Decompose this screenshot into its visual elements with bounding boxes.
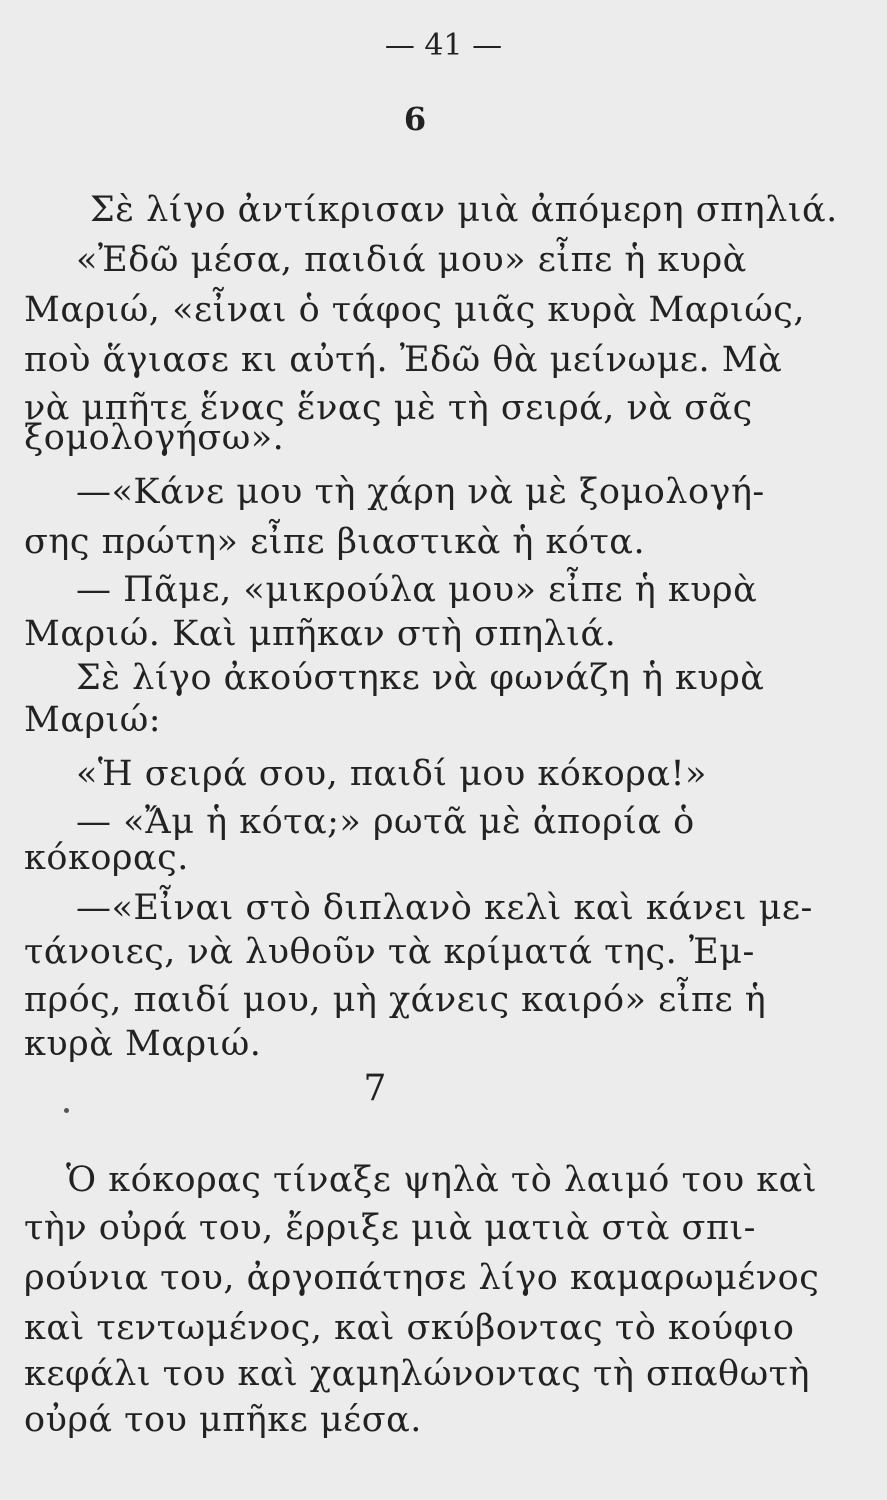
text-line: οὐρά του μπῆκε μέσα. xyxy=(24,1400,422,1440)
text-line: —«Εἶναι στὸ διπλανὸ κελὶ καὶ κάνει με- xyxy=(76,888,813,928)
text-line: Σὲ λίγο ἀκούστηκε νὰ φωνάζη ἡ κυρὰ xyxy=(76,658,765,698)
text-line: — Πᾶμε, «μικρούλα μου» εἶπε ἡ κυρὰ xyxy=(76,570,758,610)
text-line: κόκορας. xyxy=(24,838,189,878)
text-line: «Ἡ σειρά σου, παιδί μου κόκορα!» xyxy=(76,754,707,794)
section-number-6: 6 xyxy=(403,100,427,138)
print-speck xyxy=(64,1108,69,1113)
text-line: τὴν οὐρά του, ἔρριξε μιὰ ματιὰ στὰ σπι- xyxy=(24,1208,756,1248)
section-number-7: 7 xyxy=(363,1068,387,1109)
text-line: Μαριώ. Καὶ μπῆκαν στὴ σπηλιά. xyxy=(24,614,617,654)
page-number: — 41 — xyxy=(384,28,503,63)
text-line: —«Κάνε μου τὴ χάρη νὰ μὲ ξομολογή- xyxy=(76,472,765,512)
text-line: — «Ἄμ ἡ κότα;» ρωτᾶ μὲ ἀπορία ὁ xyxy=(76,802,695,842)
text-line: πρός, παιδί μου, μὴ χάνεις καιρό» εἶπε ἡ xyxy=(24,980,767,1020)
text-line: «Ἐδῶ μέσα, παιδιά μου» εἶπε ἡ κυρὰ xyxy=(76,240,747,280)
text-line: Μαριώ: xyxy=(24,700,162,740)
text-line: σης πρώτη» εἶπε βιαστικὰ ἡ κότα. xyxy=(24,522,646,562)
text-line: τάνοιες, νὰ λυθοῦν τὰ κρίματά της. Ἐμ- xyxy=(24,932,755,972)
text-line: ξομολογήσω». xyxy=(24,418,285,458)
text-line: κεφάλι του καὶ χαμηλώνοντας τὴ σπαθωτὴ xyxy=(24,1354,810,1394)
text-line: Σὲ λίγο ἀντίκρισαν μιὰ ἀπόμερη σπηλιά. xyxy=(90,190,838,230)
text-line: ποὺ ἅγιασε κι αὐτή. Ἐδῶ θὰ μείνωμε. Μὰ xyxy=(24,340,783,380)
text-line: καὶ τεντωμένος, καὶ σκύβοντας τὸ κούφιο xyxy=(24,1308,795,1348)
text-line: νὰ μπῆτε ἕνας ἕνας μὲ τὴ σειρά, νὰ σᾶς xyxy=(24,388,753,428)
text-line: κυρὰ Μαριώ. xyxy=(24,1024,262,1064)
text-line: ρούνια του, ἀργοπάτησε λίγο καμαρωμένος xyxy=(24,1258,820,1298)
text-line: Μαριώ, «εἶναι ὁ τάφος μιᾶς κυρὰ Μαριώς, xyxy=(24,290,805,330)
text-line: Ὁ κόκορας τίναξε ψηλὰ τὸ λαιμό του καὶ xyxy=(66,1160,818,1200)
